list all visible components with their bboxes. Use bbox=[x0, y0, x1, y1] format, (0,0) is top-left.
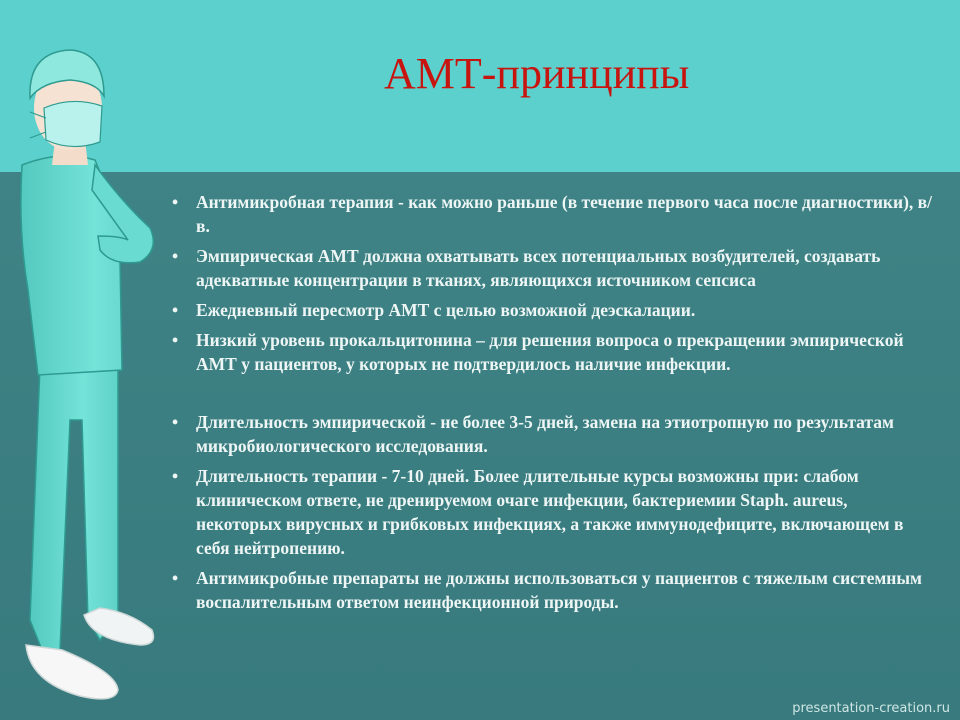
bullet-dot-icon: • bbox=[172, 246, 179, 266]
bullet-item: • Антимикробная терапия - как можно раньше (в течение первого часа после диагностики), в/в. bbox=[172, 192, 932, 236]
bullet-dot-icon: • bbox=[172, 568, 179, 588]
bullet-item: • Антимикробные препараты не должны использоваться у пациентов с тяжелым системным воспалительным ответом неинфекционной природы. bbox=[172, 568, 922, 612]
bullet-item: • Длительность эмпирической - не более 3-5 дней, замена на этиотропную по результатам микробиологического исследования. bbox=[172, 412, 894, 456]
slide-title: АМТ-принципы bbox=[384, 49, 690, 98]
bullet-list bbox=[170, 190, 932, 620]
bullet-item: • Ежедневный пересмотр АМТ с целью возможной деэскалации. bbox=[172, 300, 696, 320]
doctor-figure-icon bbox=[0, 0, 190, 720]
bullet-dot-icon: • bbox=[172, 466, 179, 486]
bullet-item: • Низкий уровень прокальцитонина – для решения вопроса о прекращении эмпирической АМТ у пациентов, у которых не подтвердилось наличие инфекции. bbox=[172, 330, 904, 374]
bullet-dot-icon: • bbox=[172, 412, 179, 432]
watermark[interactable]: presentation-creation.ru bbox=[792, 701, 950, 716]
bullet-dot-icon: • bbox=[172, 330, 179, 350]
bullet-item: • Эмпирическая АМТ должна охватывать всех потенциальных возбудителей, создавать адекватные концентрации в тканях, являющихся источником сепсиса bbox=[172, 246, 881, 290]
bullet-dot-icon: • bbox=[172, 300, 179, 320]
bullet-dot-icon: • bbox=[172, 192, 179, 212]
bullet-item: • Длительность терапии - 7-10 дней. Более длительные курсы возможны при: слабом клиническом ответе, не дренируемом очаге инфекции, бактериемии Staph. aureus, некоторых вирусных и грибковых инфекциях, а также иммунодефиците, включающем в себя нейтропению. bbox=[172, 466, 904, 558]
